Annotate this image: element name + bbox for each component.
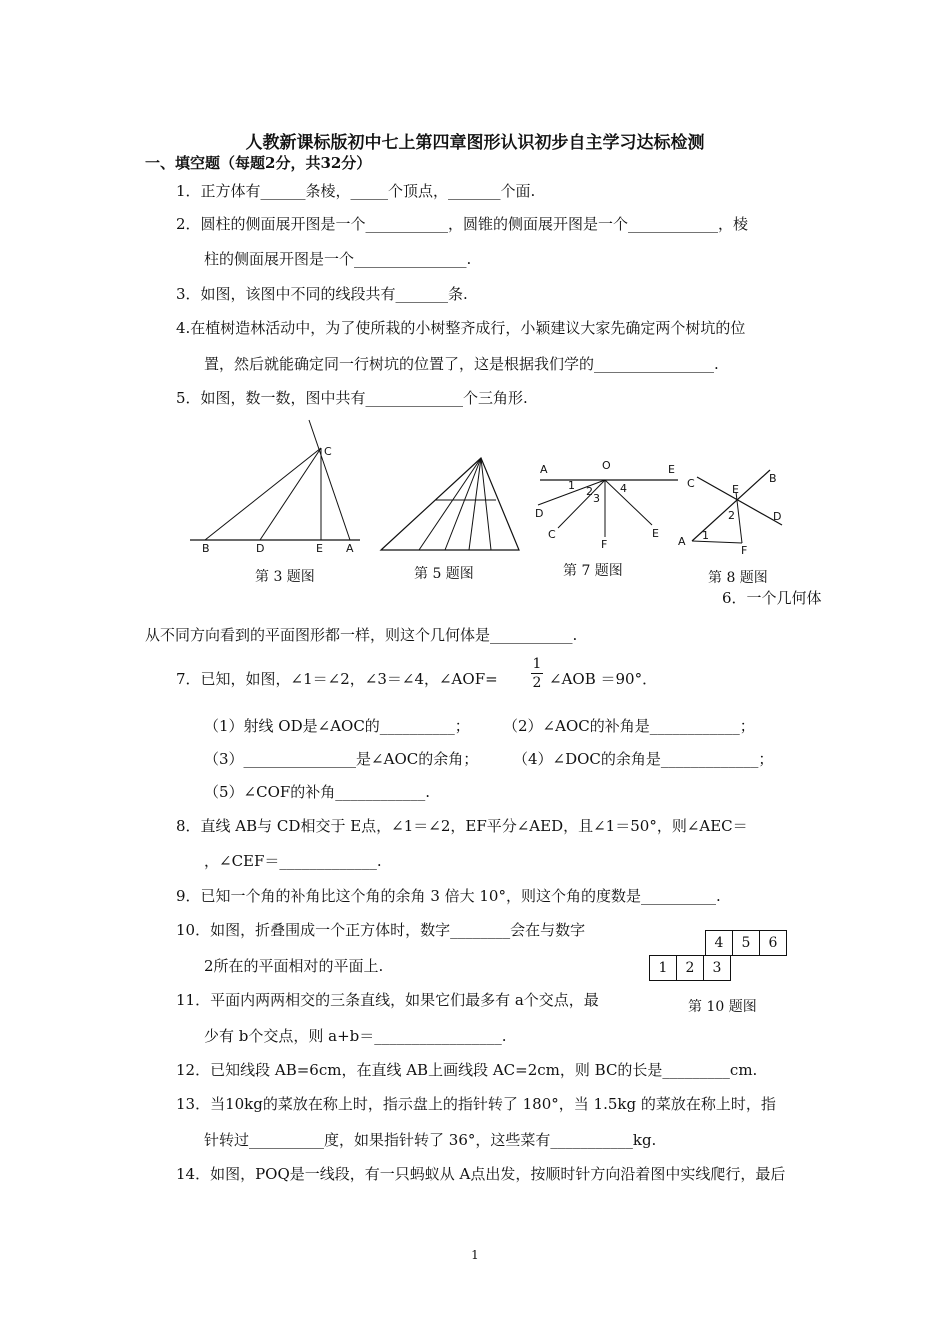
net-cell: 4 <box>706 931 733 956</box>
label-F: F <box>741 544 748 557</box>
label-D: D <box>773 510 782 523</box>
net-cell: 1 <box>650 956 677 981</box>
label-E-top: E <box>668 463 675 476</box>
label-C: C <box>548 528 556 541</box>
question-11-cont: 少有 b个交点，则 a+b＝_________________. <box>204 1027 507 1045</box>
question-4-cont: 置，然后就能确定同一行树坑的位置了，这是根据我们学的________________. <box>204 355 719 373</box>
question-5: 5．如图，数一数，图中共有_____________个三角形. <box>176 389 528 407</box>
q7-part3: （3）_______________是∠AOC的余角； <box>204 750 479 768</box>
q7-part2: （2）∠AOC的补角是____________； <box>503 717 755 735</box>
question-2-cont: 柱的侧面展开图是一个_______________. <box>204 250 472 268</box>
question-13: 13．当10kg的菜放在称上时，指示盘上的指针转了 180°，当 1.5kg 的菜放在称上时，指 <box>176 1095 776 1113</box>
net-row-top <box>705 930 787 956</box>
fraction-denominator: 2 <box>532 675 542 691</box>
angle-2: 2 <box>586 485 593 498</box>
label-E: E <box>732 483 739 496</box>
question-8: 8．直线 AB与 CD相交于 E点，∠1＝∠2，EF平分∠AED，且∠1＝50°，则∠AEC＝ <box>176 817 748 835</box>
question-12: 12．已知线段 AB=6cm，在直线 AB上画线段 AC=2cm，则 BC的长是_________cm. <box>176 1061 758 1079</box>
angle-3: 3 <box>593 492 600 505</box>
label-O: O <box>602 459 611 472</box>
figure-8 <box>672 465 797 560</box>
q7-part4: （4）∠DOC的余角是_____________； <box>513 750 774 768</box>
angle-1: 1 <box>702 529 709 542</box>
question-13-cont: 针转过__________度，如果指针转了 36°，这些菜有___________kg. <box>204 1131 657 1149</box>
question-1: 1．正方体有______条棱，_____个顶点，_______个面. <box>176 182 536 200</box>
label-B: B <box>769 472 777 485</box>
question-7: 7．已知，如图，∠1＝∠2，∠3＝∠4，∠AOF= <box>176 670 498 688</box>
question-6-cont: 从不同方向看到的平面图形都一样，则这个几何体是___________. <box>145 626 578 644</box>
net-row-bottom <box>649 955 731 981</box>
angle-1: 1 <box>568 479 575 492</box>
question-11: 11．平面内两两相交的三条直线，如果它们最多有 a个交点，最 <box>176 991 599 1009</box>
caption-fig10: 第 10 题图 <box>688 999 757 1015</box>
figure-10 <box>649 930 787 981</box>
label-E: E <box>316 542 323 555</box>
label-D: D <box>256 542 265 555</box>
question-6: 6．一个几何体 <box>722 589 822 607</box>
angle-2: 2 <box>728 509 735 522</box>
caption-fig5: 第 5 题图 <box>414 566 474 582</box>
label-A: A <box>540 463 548 476</box>
net-cell: 3 <box>704 956 731 981</box>
net-cell: 2 <box>677 956 704 981</box>
q7-part1: （1）射线 OD是∠AOC的__________； <box>204 717 470 735</box>
figure-3 <box>185 418 365 558</box>
fraction <box>531 656 543 691</box>
label-A: A <box>346 542 354 555</box>
page-title: 人教新课标版初中七上第四章图形认识初步自主学习达标检测 <box>245 133 705 153</box>
question-10: 10．如图，折叠围成一个正方体时，数字________会在与数字 <box>176 921 586 939</box>
net-cell: 5 <box>733 931 760 956</box>
figure-7 <box>530 455 680 555</box>
angle-4: 4 <box>620 482 627 495</box>
label-E-bottom: E <box>652 527 659 540</box>
question-7-cont: ∠AOB ＝90°． <box>549 670 658 688</box>
q7-part5: （5）∠COF的补角____________. <box>204 783 431 801</box>
question-9: 9．已知一个角的补角比这个角的余角 3 倍大 10°，则这个角的度数是__________. <box>176 887 721 905</box>
label-D: D <box>535 507 544 520</box>
section-heading: 一、填空题（每题2分，共32分） <box>145 154 372 172</box>
net-cell: 6 <box>760 931 787 956</box>
question-3: 3．如图，该图中不同的线段共有_______条. <box>176 285 468 303</box>
question-14: 14．如图，POQ是一线段，有一只蚂蚁从 A点出发，按顺时针方向沿着图中实线爬行，最后 <box>176 1165 786 1183</box>
caption-fig8: 第 8 题图 <box>708 570 768 586</box>
caption-fig3: 第 3 题图 <box>255 569 315 585</box>
question-4: 4.在植树造林活动中，为了使所栽的小树整齐成行，小颖建议大家先确定两个树坑的位 <box>176 319 746 337</box>
figure-5 <box>375 450 525 555</box>
question-2: 2．圆柱的侧面展开图是一个___________，圆锥的侧面展开图是一个____________，棱 <box>176 215 749 233</box>
label-F: F <box>601 538 608 551</box>
label-C: C <box>324 445 332 458</box>
label-C: C <box>687 477 695 490</box>
question-10-cont: 2所在的平面相对的平面上. <box>204 957 384 975</box>
label-A: A <box>678 535 686 548</box>
page-number: 1 <box>471 1248 479 1262</box>
fraction-bar <box>531 673 543 674</box>
caption-fig7: 第 7 题图 <box>563 563 623 579</box>
fraction-numerator: 1 <box>532 656 542 672</box>
question-8-cont: ，∠CEF＝_____________. <box>204 852 382 870</box>
label-B: B <box>202 542 210 555</box>
